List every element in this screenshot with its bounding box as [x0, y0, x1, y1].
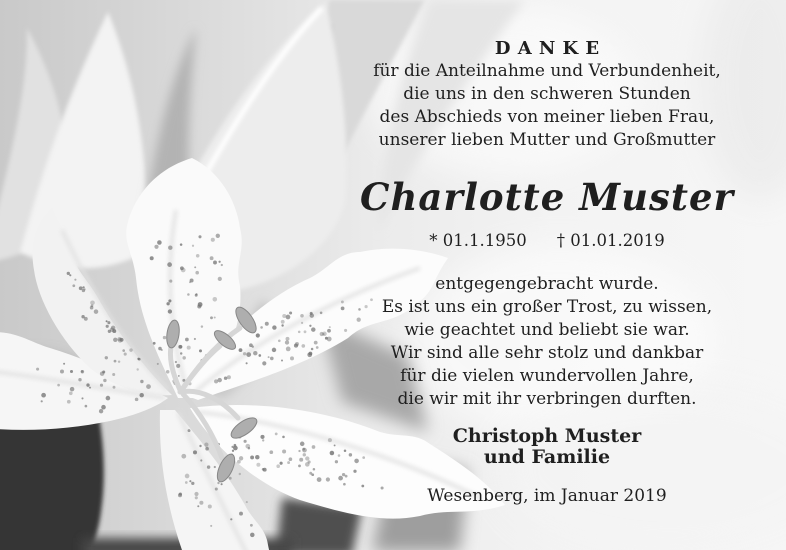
body-line: Es ist uns ein großer Trost, zu wissen,: [381, 297, 713, 317]
birth-date: * 01.1.1950: [429, 231, 527, 250]
intro-line: die uns in den schweren Stunden: [403, 84, 691, 104]
body-text: [327, 273, 767, 411]
signature: [327, 426, 767, 468]
body-line: die wir mit ihr verbringen durften.: [397, 389, 697, 409]
danke-heading: DANKE: [494, 38, 607, 59]
intro-line: unserer lieben Mutter und Großmutter: [378, 130, 716, 150]
text-column: [327, 37, 767, 508]
body-line: Wir sind alle sehr stolz und dankbar: [390, 343, 704, 363]
life-dates: [327, 229, 767, 252]
body-line: wie geachtet und beliebt sie war.: [404, 320, 690, 340]
deceased-name: Charlotte Muster: [360, 175, 734, 219]
death-date: † 01.01.2019: [556, 231, 665, 250]
body-line: entgegengebracht wurde.: [435, 274, 659, 294]
body-line: für die vielen wundervollen Jahre,: [400, 366, 694, 386]
intro-line: des Abschieds von meiner lieben Frau,: [379, 107, 715, 127]
place-date-line: Wesenberg, im Januar 2019: [427, 486, 667, 506]
intro-line: für die Anteilnahme und Verbundenheit,: [373, 61, 721, 81]
signature-family: und Familie: [483, 446, 611, 468]
signature-name: Christoph Muster: [452, 425, 642, 447]
